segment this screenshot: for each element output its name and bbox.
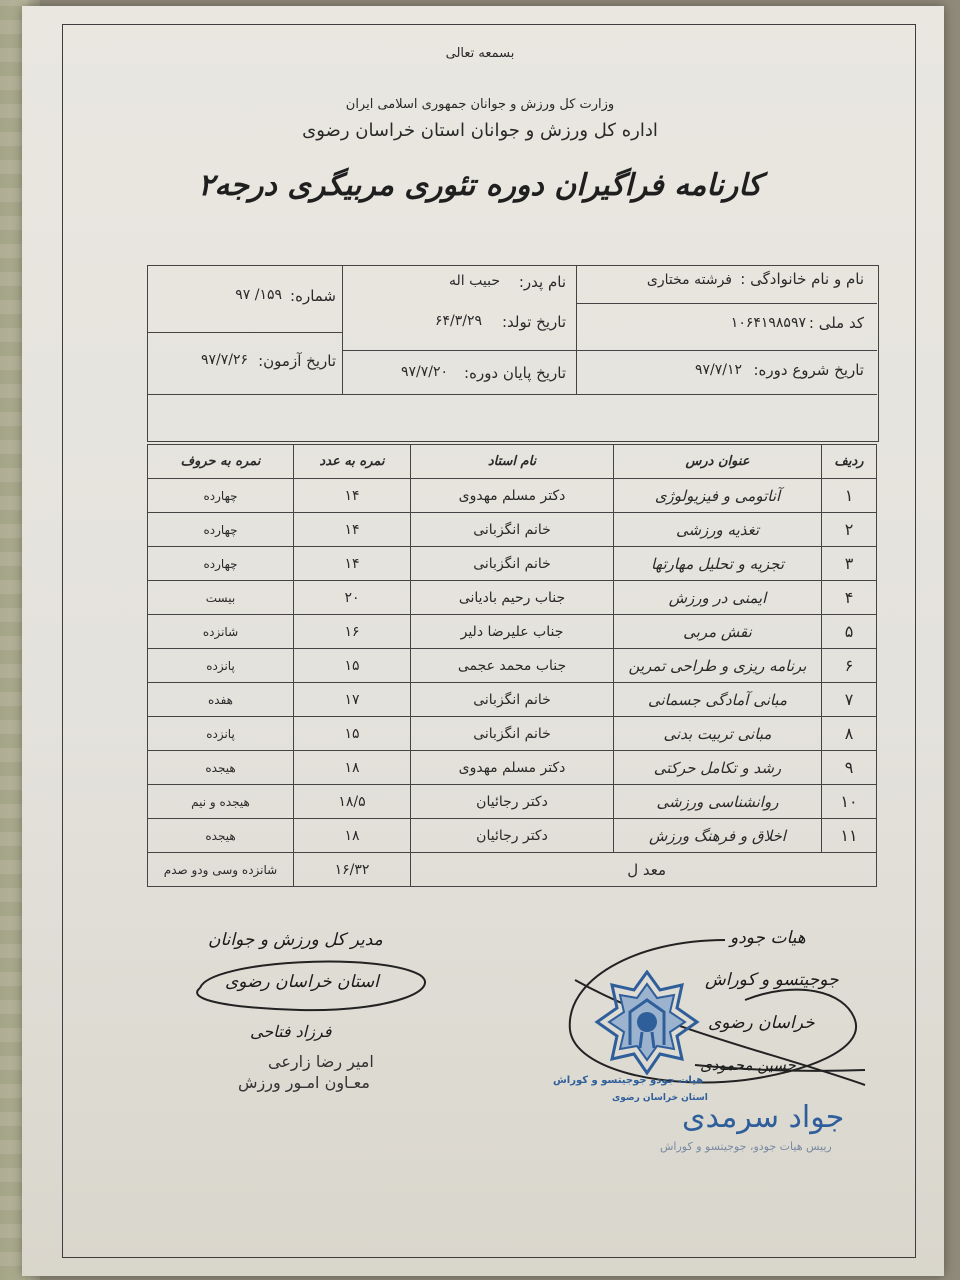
ministry-text: وزارت کل ورزش و جوانان جمهوری اسلامی ایران — [345, 97, 615, 112]
number-label: شماره: — [290, 287, 336, 305]
average-row — [148, 853, 877, 887]
score-words: شانزده — [148, 615, 294, 649]
teacher-name: جناب محمد عجمی — [411, 649, 614, 683]
table-row — [148, 581, 877, 615]
name-label: نام و نام خانوادگی : — [740, 270, 864, 288]
header-course: عنوان درس — [614, 445, 822, 479]
average-words: شانزده وسی ودو صدم — [148, 853, 294, 887]
score-number: ۱۵ — [294, 717, 411, 751]
row-number: ۷ — [822, 683, 877, 717]
table-row — [148, 751, 877, 785]
table-row — [148, 615, 877, 649]
course-name: نقش مربی — [614, 615, 822, 649]
exam-date-label: تاریخ آزمون: — [258, 352, 336, 370]
end-date-value: ۹۷/۷/۲۰ — [400, 364, 448, 380]
table-row — [148, 479, 877, 513]
teacher-name: خانم انگزبانی — [411, 513, 614, 547]
teacher-name: خانم انگزبانی — [411, 547, 614, 581]
table-row — [148, 683, 877, 717]
number-value: ۱۵۹/ ۹۷ — [235, 287, 282, 303]
row-number: ۴ — [822, 581, 877, 615]
row-number: ۱ — [822, 479, 877, 513]
name-value: فرشته مختاری — [646, 272, 732, 288]
right-signature-line2: جوجیتسو و کوراش — [705, 970, 839, 990]
start-date-label: تاریخ شروع دوره: — [753, 361, 864, 379]
birth-value: ۶۴/۳/۲۹ — [434, 313, 482, 329]
header-row-number: ردیف — [822, 445, 877, 479]
score-words: چهارده — [148, 479, 294, 513]
info-line-4 — [147, 394, 877, 395]
teacher-name: خانم انگزبانی — [411, 683, 614, 717]
course-name: اخلاق و فرهنگ ورزش — [614, 819, 822, 853]
stamp-text-line1: هیات جودو جوجیتسو و کوراش — [553, 1075, 704, 1086]
course-name: روانشناسی ورزشی — [614, 785, 822, 819]
table-row — [148, 819, 877, 853]
score-words: هفده — [148, 683, 294, 717]
score-number: ۱۴ — [294, 479, 411, 513]
teacher-name: خانم انگزبانی — [411, 717, 614, 751]
course-name: مبانی تربیت بدنی — [614, 717, 822, 751]
info-divider-1 — [576, 265, 577, 395]
row-number: ۶ — [822, 649, 877, 683]
exam-date-value: ۹۷/۷/۲۶ — [200, 352, 248, 368]
javad-sarmadi-signature: جواد سرمدی — [682, 1100, 845, 1135]
info-divider-2 — [342, 265, 343, 395]
course-name: مبانی آمادگی جسمانی — [614, 683, 822, 717]
teacher-name: دکتر رجائیان — [411, 785, 614, 819]
score-words: چهارده — [148, 547, 294, 581]
average-label: معد ل — [411, 853, 877, 887]
row-number: ۳ — [822, 547, 877, 581]
table-row — [148, 513, 877, 547]
national-id-label: کد ملی : — [808, 314, 864, 332]
course-name: تجزیه و تحلیل مهارتها — [614, 547, 822, 581]
stamp-text-line2: استان خراسان رضوی — [612, 1093, 708, 1103]
score-words: هیجده — [148, 819, 294, 853]
score-number: ۱۵ — [294, 649, 411, 683]
table-row — [148, 649, 877, 683]
score-number: ۱۸ — [294, 751, 411, 785]
course-name: تغذیه ورزشی — [614, 513, 822, 547]
start-date-value: ۹۷/۷/۱۲ — [694, 362, 742, 378]
right-signature-line1: هیات جودو — [730, 928, 806, 948]
row-number: ۵ — [822, 615, 877, 649]
teacher-name: دکتر رجائیان — [411, 819, 614, 853]
course-name: برنامه ریزی و طراحی تمرین — [614, 649, 822, 683]
row-number: ۱۱ — [822, 819, 877, 853]
right-signature-name: حسین محمودی — [700, 1056, 796, 1074]
score-words: هیجده و نیم — [148, 785, 294, 819]
score-number: ۱۷ — [294, 683, 411, 717]
score-number: ۱۴ — [294, 513, 411, 547]
table-row — [148, 785, 877, 819]
department-text: اداره کل ورزش و جوانان استان خراسان رضوی — [302, 120, 658, 141]
info-line-1 — [576, 303, 877, 304]
father-label: نام پدر: — [518, 273, 566, 291]
score-number: ۱۴ — [294, 547, 411, 581]
father-value: حبیب اله — [449, 273, 500, 289]
course-name: آناتومی و فیزیولوژی — [614, 479, 822, 513]
course-name: ایمنی در ورزش — [614, 581, 822, 615]
right-signature-title: رییس هیات جودو، جوجیتسو و کوراش — [660, 1140, 832, 1153]
score-words: پانزده — [148, 717, 294, 751]
info-line-2 — [342, 350, 877, 351]
judo-federation-stamp-logo — [592, 970, 702, 1075]
row-number: ۸ — [822, 717, 877, 751]
row-number: ۱۰ — [822, 785, 877, 819]
score-number: ۱۸/۵ — [294, 785, 411, 819]
deputy-name: امیر رضا زارعی — [268, 1052, 374, 1071]
score-words: چهارده — [148, 513, 294, 547]
teacher-name: جناب رحیم بادیانی — [411, 581, 614, 615]
score-number: ۱۸ — [294, 819, 411, 853]
left-signature-line1: مدیر کل ورزش و جوانان — [208, 930, 383, 950]
bismillah-text: بسمعه تعالی — [445, 46, 515, 61]
average-value: ۱۶/۳۲ — [294, 853, 411, 887]
score-number: ۱۶ — [294, 615, 411, 649]
score-words: هیجده — [148, 751, 294, 785]
right-signature-line3: خراسان رضوی — [708, 1013, 815, 1033]
teacher-name: دکتر مسلم مهدوی — [411, 751, 614, 785]
header-teacher: نام استاد — [411, 445, 614, 479]
birth-label: تاریخ تولد: — [501, 313, 566, 331]
row-number: ۲ — [822, 513, 877, 547]
grades-table — [147, 444, 877, 887]
row-number: ۹ — [822, 751, 877, 785]
table-row — [148, 717, 877, 751]
table-header-row — [148, 445, 877, 479]
left-signature-name: فرزاد فتاحی — [250, 1022, 332, 1041]
info-line-3 — [147, 332, 342, 333]
end-date-label: تاریخ پایان دوره: — [464, 364, 566, 382]
teacher-name: دکتر مسلم مهدوی — [411, 479, 614, 513]
page-title: کارنامه فراگیران دوره تئوری مربیگری درجه۲ — [198, 168, 762, 203]
score-words: پانزده — [148, 649, 294, 683]
score-number: ۲۰ — [294, 581, 411, 615]
header-score-words: نمره به حروف — [148, 445, 294, 479]
left-signature-line2: استان خراسان رضوی — [225, 972, 379, 992]
header-score: نمره به عدد — [294, 445, 411, 479]
teacher-name: جناب علیرضا دلیر — [411, 615, 614, 649]
table-row — [148, 547, 877, 581]
score-words: بیست — [148, 581, 294, 615]
national-id-value: ۱۰۶۴۱۹۸۵۹۷ — [730, 315, 806, 331]
course-name: رشد و تکامل حرکتی — [614, 751, 822, 785]
deputy-title: معـاون امـور ورزش — [238, 1073, 370, 1092]
